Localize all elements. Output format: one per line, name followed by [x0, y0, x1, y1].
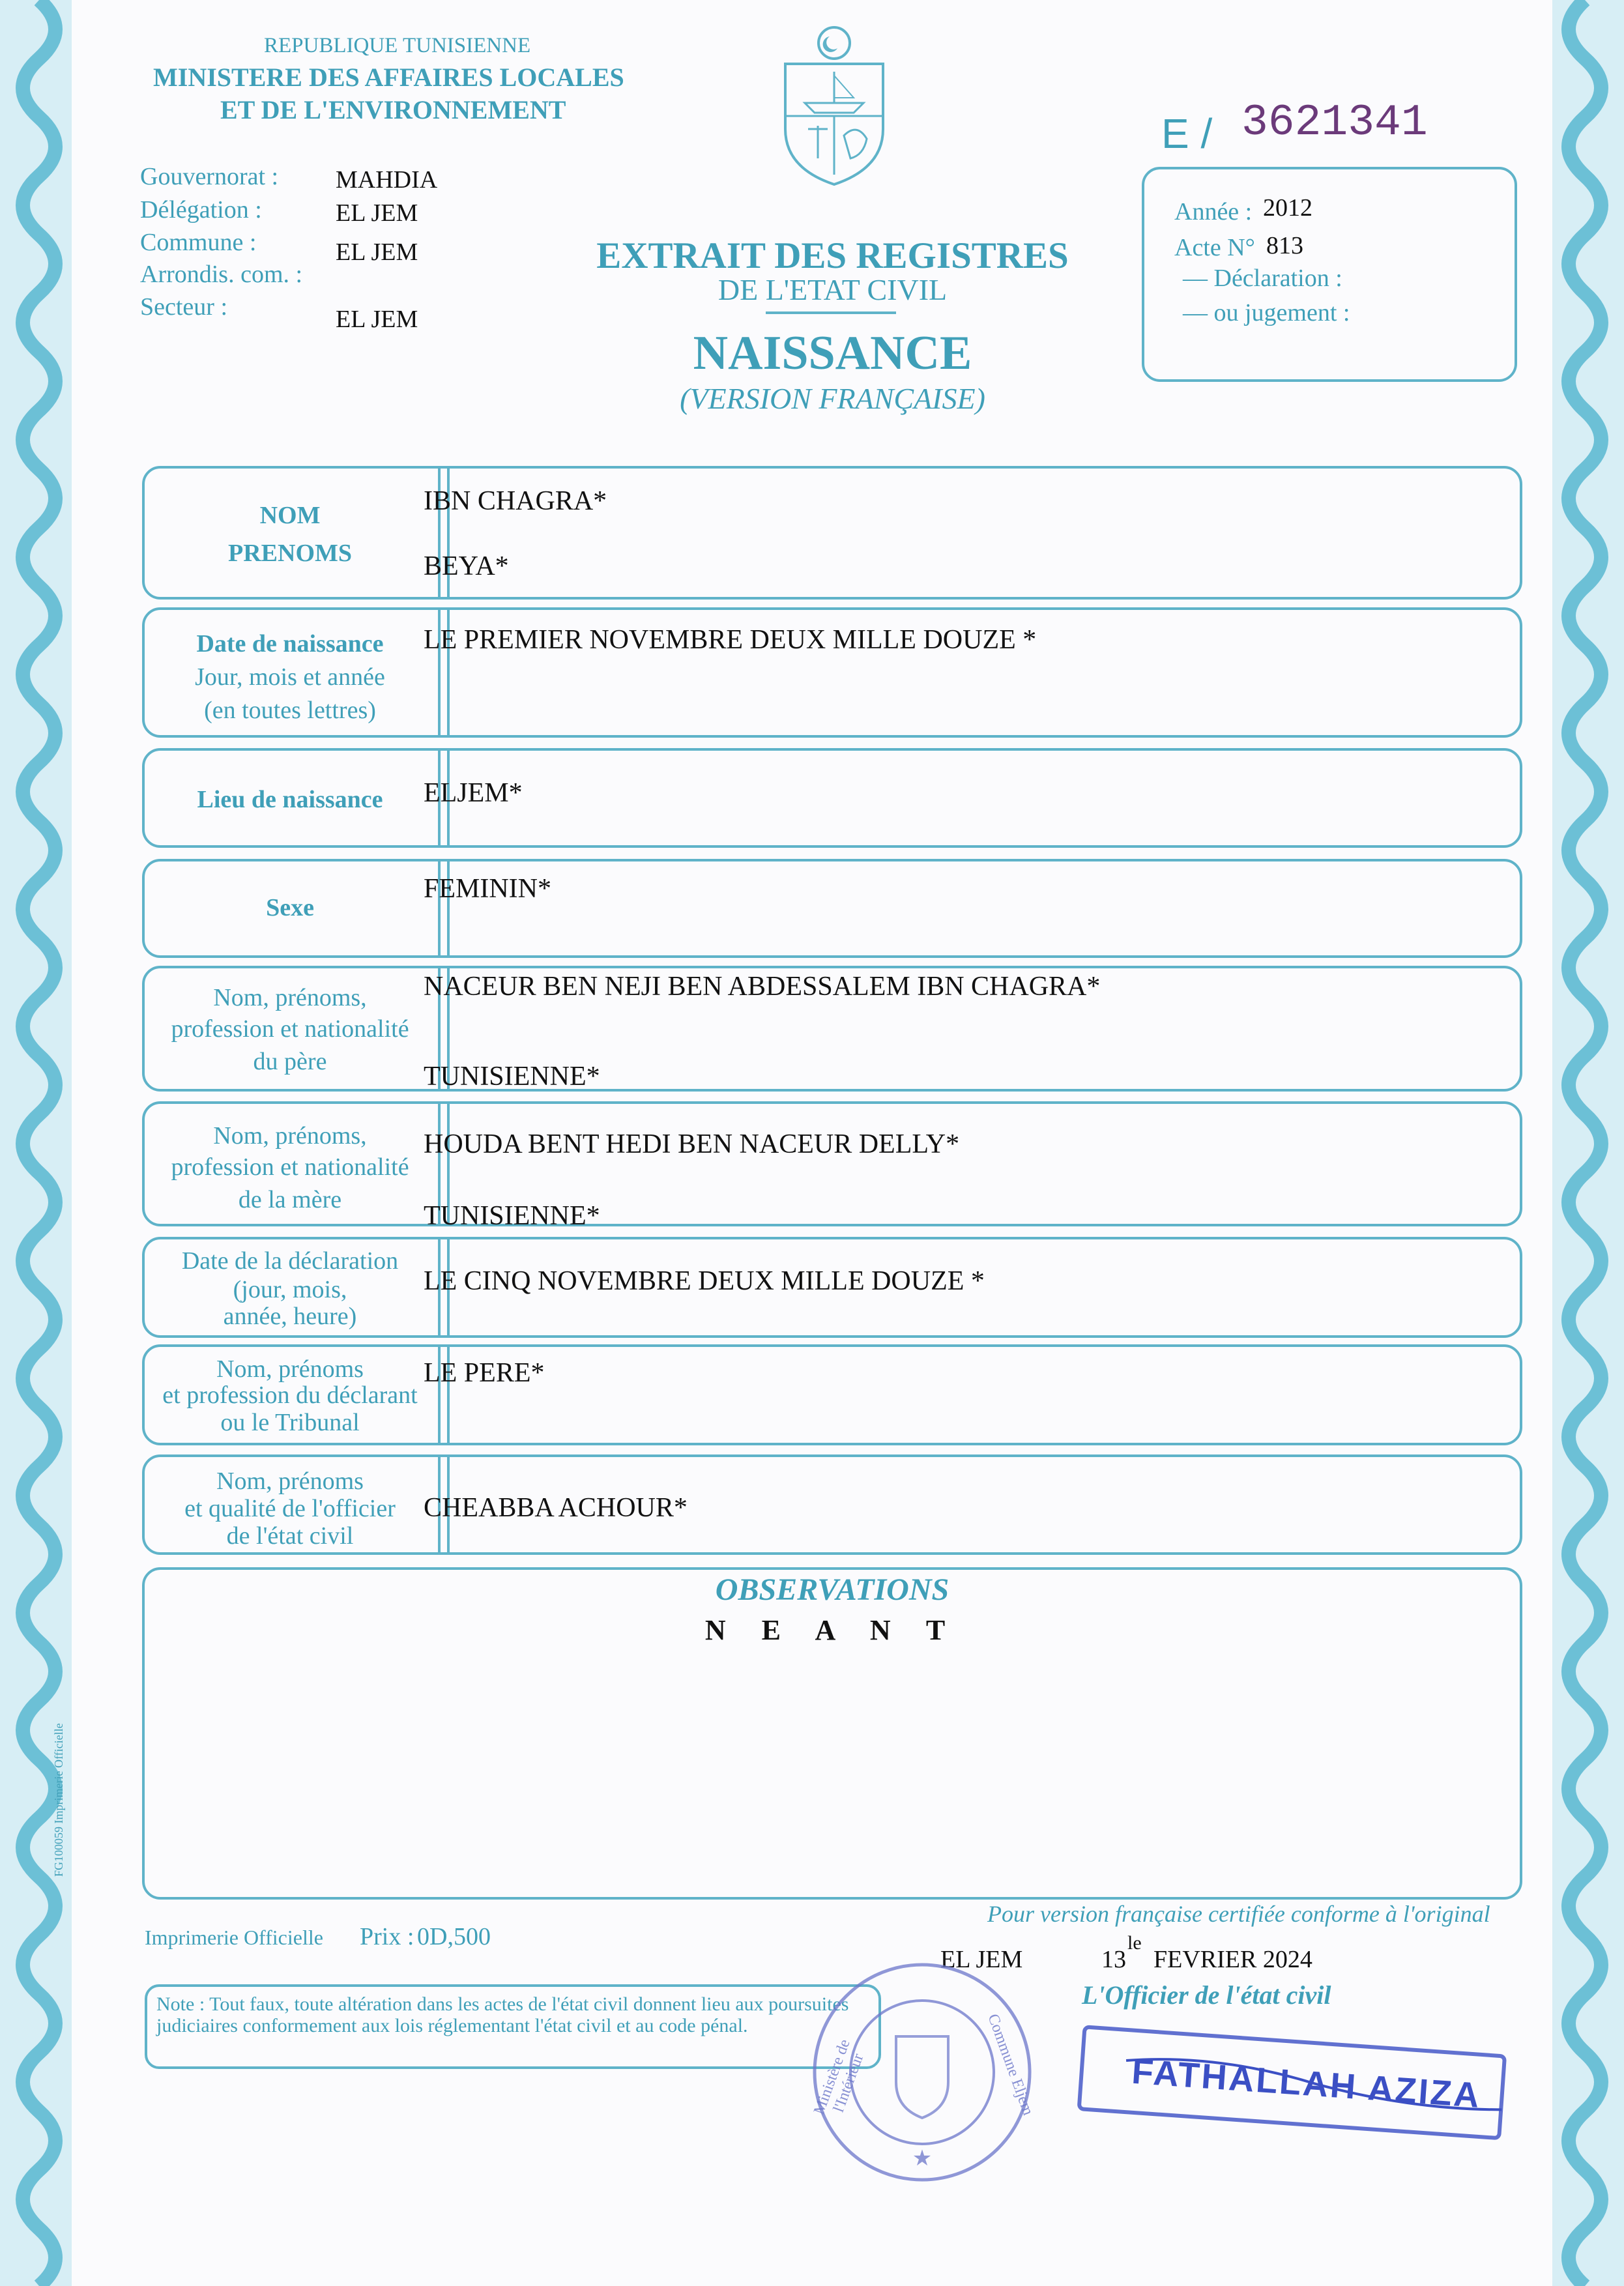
republic-label: REPUBLIQUE TUNISIENNE — [264, 34, 531, 57]
officier-label: Nom, prénoms — [216, 1468, 364, 1495]
title-divider — [766, 311, 896, 314]
title-line2: DE L'ETAT CIVIL — [718, 273, 948, 306]
left-guilloche-border — [0, 0, 72, 2286]
pere-label: Nom, prénoms, — [213, 984, 367, 1011]
observations-title: OBSERVATIONS — [715, 1572, 950, 1607]
side-printer-code: FG100059 Imprimerie Officielle — [52, 1723, 65, 1877]
mere-label3: de la mère — [238, 1186, 342, 1213]
sexe-label: Sexe — [266, 894, 314, 921]
ministry-line2: ET DE L'ENVIRONNEMENT — [220, 95, 566, 124]
date-naissance-label: Date de naissance — [196, 630, 384, 658]
acte-label: Acte N° — [1174, 234, 1255, 261]
legal-note-box — [145, 1984, 881, 2069]
pere-label2: profession et nationalité — [171, 1015, 409, 1043]
declaration-label: Date de la déclaration — [181, 1247, 399, 1275]
right-guilloche-border — [1552, 0, 1624, 2286]
day-suffix: le — [1127, 1932, 1142, 1954]
printer-label: Imprimerie Officielle — [145, 1926, 323, 1949]
secteur-value: EL JEM — [336, 306, 418, 333]
annee-label: Année : — [1174, 198, 1253, 225]
pere-value: NACEUR BEN NEJI BEN ABDESSALEM IBN CHAGRA* — [424, 972, 1101, 1002]
signature-stamp — [1075, 2025, 1512, 2165]
arrondis-label: Arrondis. com. : — [140, 261, 303, 288]
nom-value: IBN CHAGRA* — [424, 486, 607, 516]
lieu-label: Lieu de naissance — [197, 786, 383, 813]
jugement-label: — ou jugement : — [1183, 299, 1350, 326]
certification-text: Pour version française certifiée conforme à l'original — [987, 1901, 1490, 1927]
declaration-label3: année, heure) — [223, 1303, 357, 1330]
commune-value: EL JEM — [336, 239, 418, 266]
observations-value: N E A N T — [704, 1614, 960, 1646]
pere-nationalite: TUNISIENNE* — [424, 1062, 600, 1092]
prenoms-label: PRENOMS — [228, 540, 352, 567]
delegation-label: Délégation : — [140, 196, 262, 224]
officer-title: L'Officier de l'état civil — [1082, 1980, 1331, 2010]
nom-label: NOM — [259, 502, 321, 529]
serial-prefix: E / — [1161, 110, 1213, 157]
gouvernorat-label: Gouvernorat : — [140, 163, 279, 190]
declarant-label: Nom, prénoms — [216, 1355, 364, 1383]
declarant-value: LE PERE* — [424, 1358, 545, 1388]
mere-value: HOUDA BENT HEDI BEN NACEUR DELLY* — [424, 1129, 960, 1159]
place-value: EL JEM — [940, 1946, 1023, 1973]
gouvernorat-value: MAHDIA — [336, 166, 438, 194]
official-seal-icon — [808, 1958, 1036, 2186]
date-naissance-sublabel2: (en toutes lettres) — [204, 697, 376, 724]
version-label: (VERSION FRANÇAISE) — [680, 382, 985, 415]
row-nom-prenoms — [142, 466, 1522, 600]
sexe-value: FEMININ* — [424, 874, 551, 904]
svg-text:★: ★ — [912, 2147, 933, 2171]
officier-label3: de l'état civil — [226, 1522, 354, 1550]
signature-stamp-name: FATHALLAH AZIZA — [1130, 2051, 1483, 2115]
pere-label3: du père — [253, 1048, 327, 1075]
declaration-label2: (jour, mois, — [233, 1276, 347, 1303]
day-value: 13 — [1101, 1946, 1126, 1973]
seal-text-right: Commune Eljem — [984, 2012, 1037, 2118]
commune-label: Commune : — [140, 229, 257, 256]
declarant-label3: ou le Tribunal — [220, 1409, 360, 1436]
prenoms-value: BEYA* — [424, 551, 509, 581]
declaration-label: — Déclaration : — [1183, 265, 1342, 292]
delegation-value: EL JEM — [336, 199, 418, 227]
mere-label2: profession et nationalité — [171, 1153, 409, 1181]
annee-value: 2012 — [1263, 194, 1312, 222]
document-type-title: NAISSANCE — [693, 326, 972, 380]
price-value: 0D,500 — [417, 1923, 491, 1950]
seal-text-left: Ministère de l'Intérieur — [810, 2037, 867, 2117]
lieu-value: ELJEM* — [424, 778, 523, 808]
coat-of-arms-icon — [772, 25, 896, 188]
title-line1: EXTRAIT DES REGISTRES — [596, 235, 1069, 276]
date-naissance-value: LE PREMIER NOVEMBRE DEUX MILLE DOUZE * — [424, 625, 1037, 655]
officier-value: CHEABBA ACHOUR* — [424, 1493, 688, 1523]
serial-number: 3621341 — [1241, 98, 1428, 148]
secteur-label: Secteur : — [140, 293, 228, 321]
date-naissance-sublabel: Jour, mois et année — [195, 663, 385, 691]
acte-value: 813 — [1266, 232, 1303, 259]
declaration-value: LE CINQ NOVEMBRE DEUX MILLE DOUZE * — [424, 1266, 985, 1296]
legal-note-text: Note : Tout faux, toute altération dans les actes de l'état civil donnent lieu aux poursuites judiciaires conformement aux lois réglementant l'état civil et au code pénal. — [156, 1993, 849, 2036]
date-value: FEVRIER 2024 — [1153, 1946, 1312, 1973]
officier-label2: et qualité de l'officier — [184, 1495, 396, 1522]
declarant-label2: et profession du déclarant — [162, 1382, 418, 1409]
price-label: Prix : — [360, 1923, 414, 1950]
mere-nationalite: TUNISIENNE* — [424, 1201, 600, 1231]
ministry-line1: MINISTERE DES AFFAIRES LOCALES — [153, 63, 624, 92]
mere-label: Nom, prénoms, — [213, 1122, 367, 1150]
